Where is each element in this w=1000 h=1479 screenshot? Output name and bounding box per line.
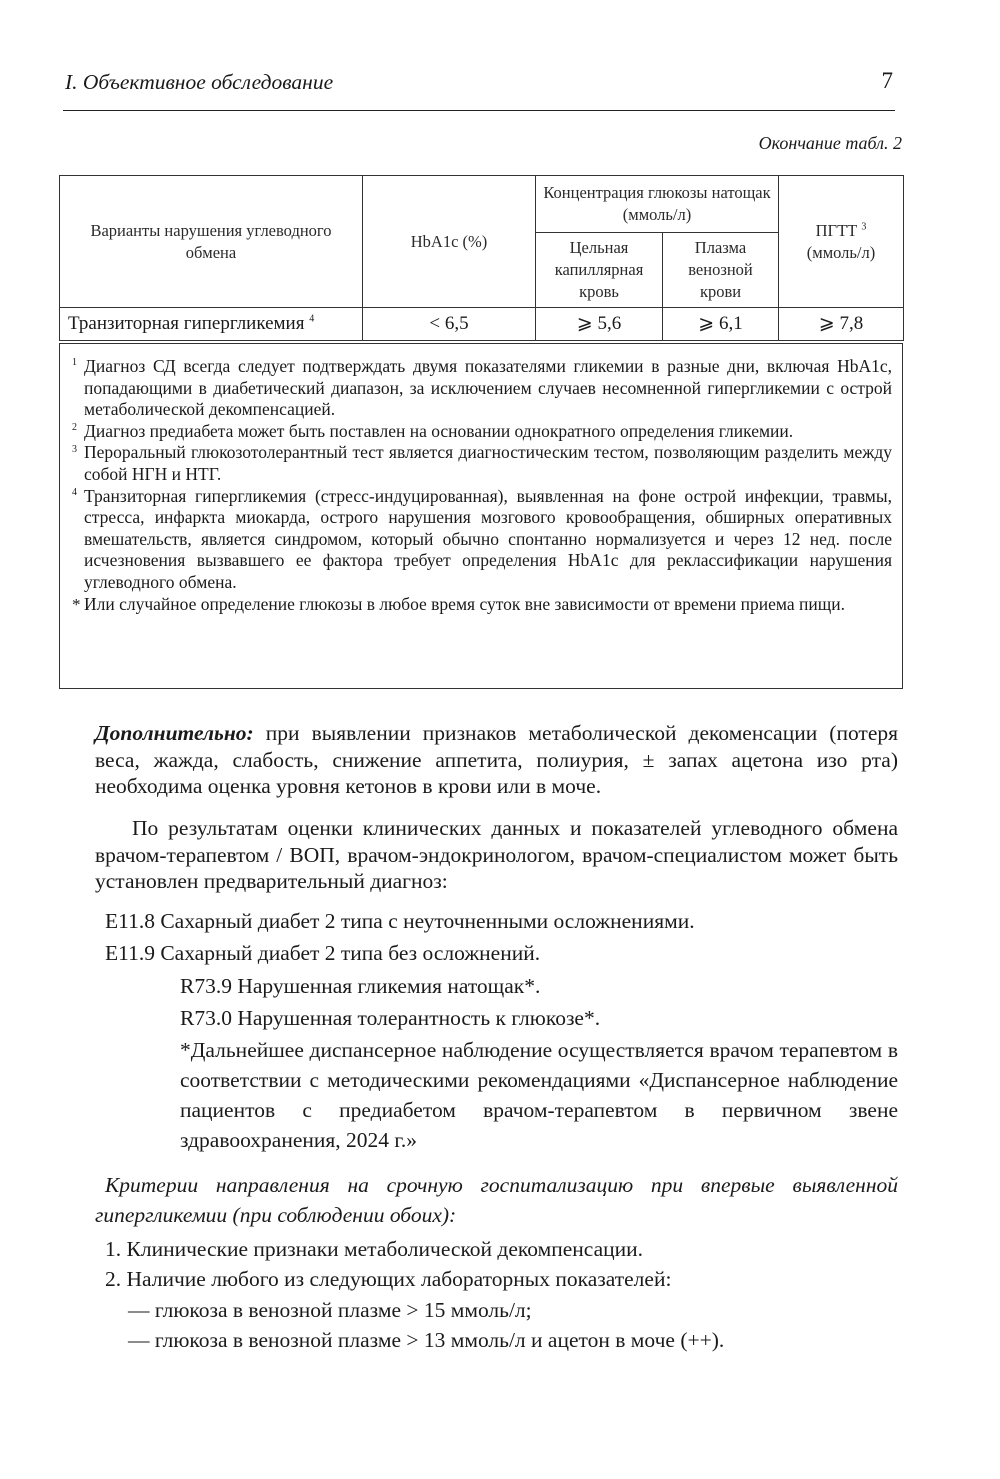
- table-caption: Окончание табл. 2: [758, 133, 902, 153]
- diagnosis-code: Е11.8 Сахарный диабет 2 типа с неуточненными осложнениями.: [105, 909, 695, 933]
- criteria-subitem: — глюкоза в венозной плазме > 15 ммоль/л;: [128, 1298, 532, 1322]
- cell-plasma: ⩾ 6,1: [663, 308, 779, 341]
- results-text: По результатам оценки клинических данных и показателей углеводного обмена врачом-терапевтом / ВОП, врачом-эндокринологом, врачом-специалистом может быть установлен предварительный диагноз:: [95, 816, 898, 894]
- criteria-subitem: — глюкоза в венозной плазме > 13 ммоль/л и ацетон в моче (++).: [128, 1328, 725, 1352]
- additional-paragraph: [95, 720, 898, 800]
- table-row: [60, 308, 904, 341]
- diagnosis-subcode: R73.9 Нарушенная гликемия натощак*.: [180, 974, 541, 998]
- additional-text: при выявлении признаков метаболической декоменсации (потеря веса, жажда, слабость, снижение аппетита, полиурия, ± запах ацетона изо рта) необходима оценка уровня кетонов в крови или в моче.: [95, 721, 898, 799]
- diagnosis-code: Е11.9 Сахарный диабет 2 типа без осложнений.: [105, 941, 541, 965]
- cell-hba1c: < 6,5: [363, 308, 536, 341]
- footnote-text: Диагноз предиабета может быть поставлен на основании однократного определения гликемии.: [84, 420, 794, 441]
- footnote: 2 Диагноз предиабета может быть поставлен на основании однократного определения гликемии.: [72, 420, 794, 441]
- header-whole-blood: Цельная капиллярная кровь: [536, 233, 663, 308]
- glucose-table: [59, 175, 904, 341]
- running-head: [63, 70, 895, 111]
- results-paragraph: [95, 815, 898, 895]
- header-variants: Варианты нарушения углеводного обмена: [60, 176, 363, 308]
- header-hba1c: HbA1c (%): [363, 176, 536, 308]
- header-pgtt: [779, 176, 904, 308]
- footnote: 3 Пероральный глюкозотолерантный тест является диагностическим тестом, позволяющим разделить между собой НГН и НТГ.: [72, 442, 892, 484]
- criteria-item: 2. Наличие любого из следующих лабораторных показателей:: [105, 1267, 672, 1291]
- cell-whole-blood: ⩾ 5,6: [536, 308, 663, 341]
- additional-lead: Дополнительно:: [95, 721, 254, 745]
- cell-pgtt: ⩾ 7,8: [779, 308, 904, 341]
- variant-note-marker: 4: [309, 313, 315, 325]
- header-fasting-group: Концентрация глюкозы натощак (ммоль/л): [536, 176, 779, 233]
- footnote: * Или случайное определение глюкозы в любое время суток вне зависимости от времени приема пищи.: [72, 593, 845, 614]
- diagnosis-subcode: R73.0 Нарушенная толерантность к глюкозе*.: [180, 1006, 601, 1030]
- star-note: *Дальнейшее диспансерное наблюдение осуществляется врачом терапевтом в соответствии с методическими рекомендациями «Диспансерное наблюдение пациентов с предиабетом врачом-терапевтом в первичном звене здравоохранения, 2024 г.»: [180, 1038, 898, 1152]
- criteria-item: 1. Клинические признаки метаболической декомпенсации.: [105, 1237, 644, 1261]
- section-title: I. Объективное обследование: [65, 70, 334, 94]
- pgtt-unit: (ммоль/л): [806, 242, 876, 262]
- footnote-text: Транзиторная гипергликемия (стресс-индуцированная), выявленная на фоне острой инфекции, травмы, стресса, инфаркта миокарда, острого нарушения мозгового кровообращения, обширных оперативных вмешательств, является синдромом, который обычно спонтанно нормализуется и через 12 нед. после исчезновения вызвавшего ее фактора требует определения HbA1c для реклассификации нарушения углеводного обмена.: [84, 485, 892, 592]
- footnote-text: Или случайное определение глюкозы в любое время суток вне зависимости от времени приема пищи.: [84, 593, 845, 614]
- page-number: 7: [881, 68, 893, 93]
- variant-label: Транзиторная гипергликемия: [68, 313, 305, 334]
- footnote-text: Пероральный глюкозотолерантный тест является диагностическим тестом, позволяющим разделить между собой НГН и НТГ.: [84, 442, 892, 484]
- pgtt-label: ПГТТ: [815, 220, 858, 240]
- cell-variant: [60, 308, 363, 341]
- header-plasma: Плазма венозной крови: [663, 233, 779, 308]
- table-footnotes: [59, 343, 903, 689]
- pgtt-note-marker: 3: [861, 221, 867, 232]
- footnote: 4 Транзиторная гипергликемия (стресс-индуцированная), выявленная на фоне острой инфекции, травмы, стресса, инфаркта миокарда, острого нарушения мозгового кровообращения, обширных оперативных вмешательств, является синдромом, который обычно спонтанно нормализуется и через 12 нед. после исчезновения вызвавшего ее фактора требует определения HbA1c для реклассификации нарушения углеводного обмена.: [72, 485, 892, 592]
- footnote: 1 Диагноз СД всегда следует подтверждать двумя показателями гликемии в разные дни, включая HbA1c, попадающими в диабетический диапазон, за исключением случаев несомненной гипергликемии с острой метаболической декомпенсацией.: [72, 356, 892, 420]
- footnote-text: Диагноз СД всегда следует подтверждать двумя показателями гликемии в разные дни, включая HbA1c, попадающими в диабетический диапазон, за исключением случаев несомненной гипергликемии с острой метаболической декомпенсацией.: [84, 356, 892, 420]
- criteria-title: Критерии направления на срочную госпитализацию при впервые выявленной гипергликемии (при соблюдении обоих):: [95, 1173, 898, 1227]
